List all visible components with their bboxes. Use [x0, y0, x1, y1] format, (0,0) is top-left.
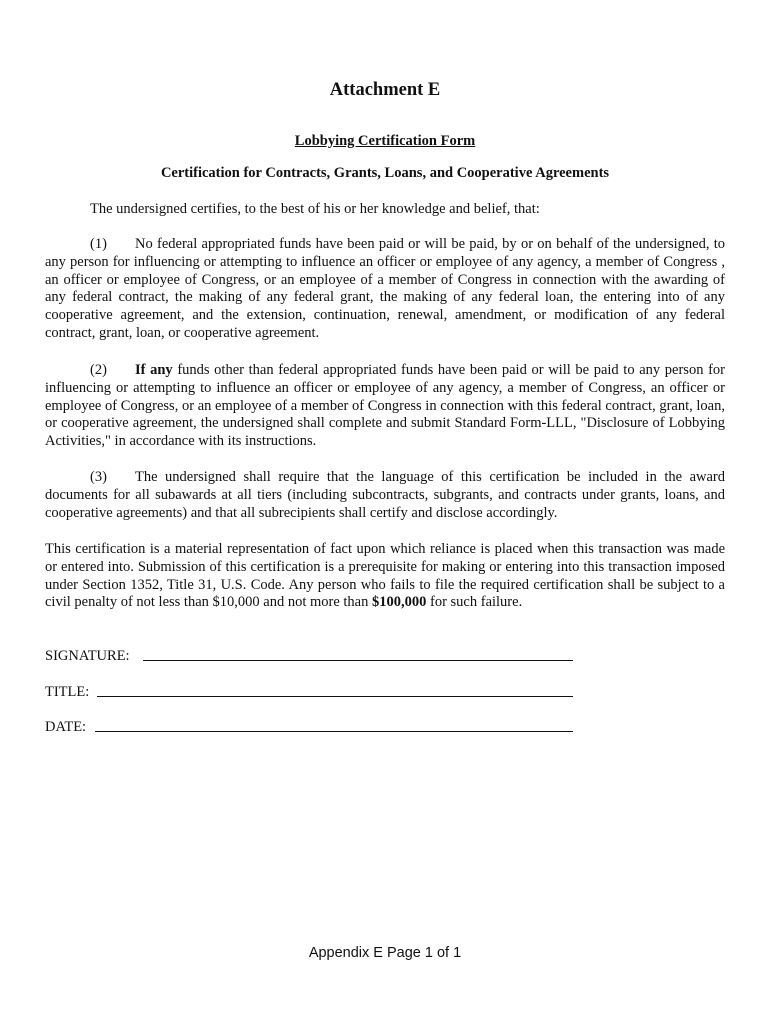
- paragraph-number: (2): [90, 362, 107, 378]
- paragraph-text: No federal appropriated funds have been paid or will be paid, by or on behalf of the undersigned, to any person for influencing or attempting to influence an officer or employee of any agency, a member of Congress , an officer or employee of Congress, or an employee of a member of Congress in connection with the awarding of any federal contract, the making of any federal grant, the making of any federal loan, the entering into of any cooperative agreement, and the extension, continuation, renewal, amendment, or modification of any federal contract, grant, loan, or cooperative agreement.: [45, 236, 725, 341]
- document-title: Attachment E: [329, 80, 441, 100]
- signature-label: SIGNATURE:: [45, 648, 130, 664]
- title-label: TITLE:: [45, 684, 90, 700]
- paragraph-2: [45, 362, 725, 451]
- signature-field[interactable]: [45, 648, 130, 665]
- paragraph-number: (1): [90, 236, 107, 252]
- paragraph-number: (3): [90, 469, 107, 485]
- paragraph-1: [45, 236, 725, 343]
- paragraph-3: [45, 469, 725, 522]
- date-line[interactable]: [95, 731, 573, 732]
- title-line[interactable]: [97, 696, 573, 697]
- penalty-amount: $100,000: [372, 594, 427, 611]
- intro-statement: The undersigned certifies, to the best of his or her knowledge and belief, that:: [90, 201, 540, 217]
- certification-heading: Certification for Contracts, Grants, Loans, and Cooperative Agreements: [160, 165, 610, 181]
- closing-paragraph: [45, 541, 725, 612]
- title-field[interactable]: [45, 684, 89, 701]
- closing-text-end: for such failure.: [426, 594, 523, 611]
- paragraph-text: funds other than federal appropriated funds have been paid or will be paid to any person for influencing or attempting to influence an officer or employee of any agency, a member of Congress, an officer or employee of Congress, or an employee of a member of Congress in connection with this federal contract, grant, loan, or cooperative agreement, the undersigned shall complete and submit Standard Form-LLL, "Disclosure of Lobbying Activities," in accordance with its instructions.: [45, 362, 725, 450]
- form-subtitle: Lobbying Certification Form: [294, 133, 476, 149]
- date-field[interactable]: [45, 719, 86, 736]
- signature-line[interactable]: [143, 660, 573, 661]
- paragraph-lead-bold: If any: [135, 362, 173, 378]
- page-footer: Appendix E Page 1 of 1: [308, 945, 462, 961]
- closing-text: This certification is a material representation of fact upon which reliance is placed when this transaction was made or entered into. Submission of this certification is a prerequisite for making or entering into this transaction imposed under Section 1352, Title 31, U.S. Code. Any person who fails to file the required certification shall be subject to a civil penalty of not less than $10,000 and not more than: [45, 541, 725, 611]
- paragraph-text: The undersigned shall require that the language of this certification be included in the award documents for all subawards at all tiers (including subcontracts, subgrants, and contracts under grants, loans, and cooperative agreements) and that all subrecipients shall certify and disclose accordingly.: [45, 469, 725, 521]
- date-label: DATE:: [45, 719, 87, 735]
